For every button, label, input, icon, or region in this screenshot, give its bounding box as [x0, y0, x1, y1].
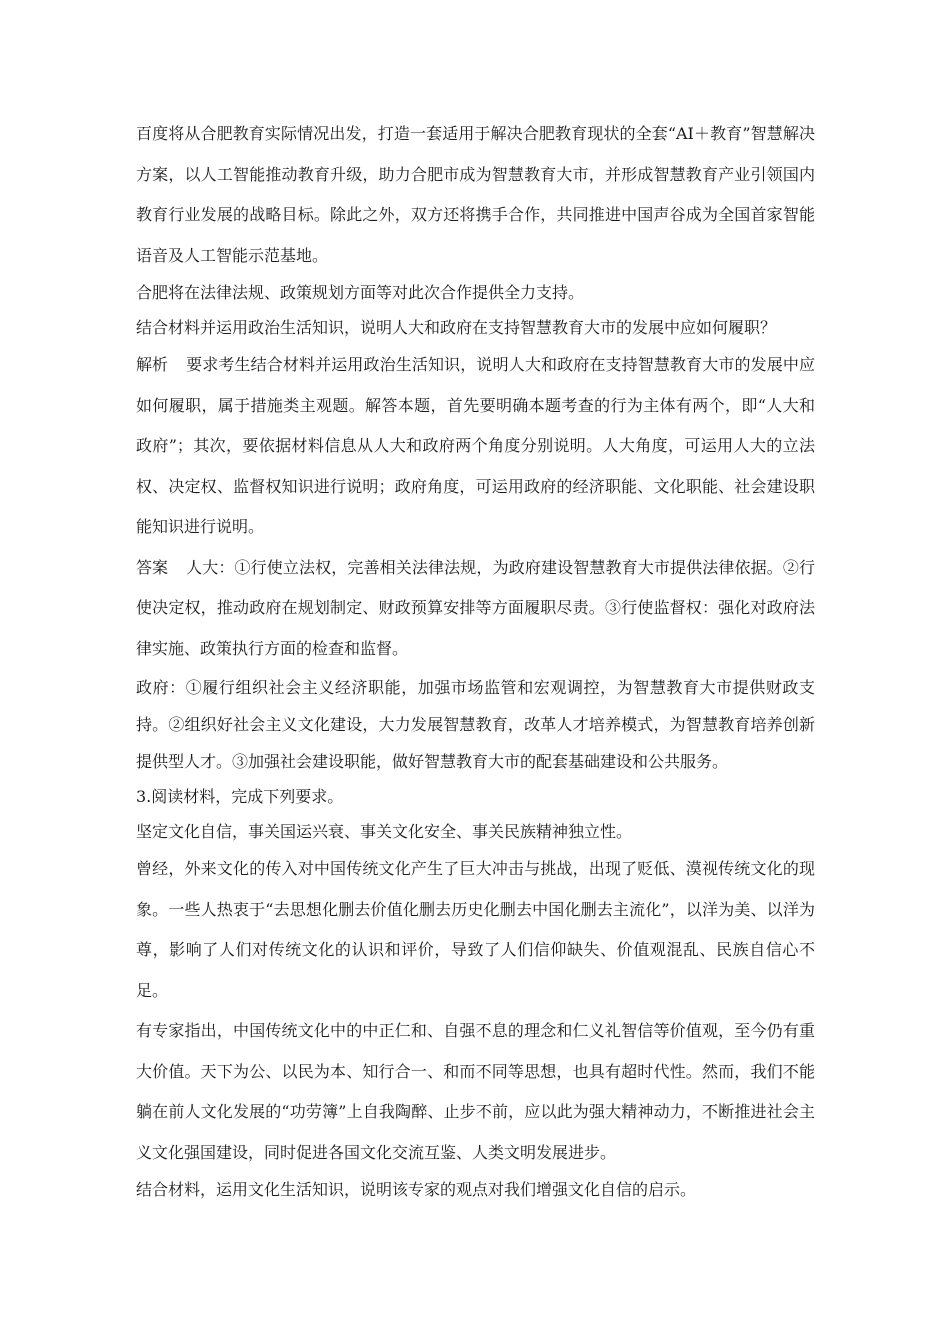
analysis-text: 要求考生结合材料并运用政治生活知识，说明人大和政府在支持智慧教育大市的发展中应如何履职，属于措施类主观题。解答本题，首先要明确本题考查的行为主体有两个，即“人大和政府”；其次，要依据材料信息从人大和政府两个角度分别说明。人大角度，可运用人大的立法权、决定权、监督权知识进行说明；政府角度，可运用政府的经济职能、文化职能、社会建设职能知识进行说明。: [136, 355, 815, 536]
answer-npc-text: 人大：①行使立法权，完善相关法律法规，为政府建设智慧教育大市提供法律依据。②行使决定权，推动政府在规划制定、财政预算安排等方面履职尽责。③行使监督权：强化对政府法律实施、政策执行方面的检查和监督。: [136, 557, 815, 658]
material-paragraph: 百度将从合肥教育实际情况出发，打造一套适用于解决合肥教育现状的全套“AI＋教育”智慧解决方案，以人工智能推动教育升级，助力合肥市成为智慧教育大市，并形成智慧教育产业引领国内教育行业发展的战略目标。除此之外，双方还将携手合作，共同推进中国声谷成为全国首家智能语音及人工智能示范基地。: [136, 124, 815, 265]
material-paragraph: 曾经，外来文化的传入对中国传统文化产生了巨大冲击与挑战，出现了贬低、漠视传统文化的现象。一些人热衷于“去思想化删去价值化删去历史化删去中国化删去主流化”，以洋为美、以洋为尊，影响了人们对传统文化的认识和评价，导致了人们信仰缺失、价值观混乱、民族自信心不足。: [136, 859, 815, 1000]
answer-paragraph: [136, 548, 815, 670]
material-paragraph: 有专家指出，中国传统文化中的中正仁和、自强不息的理念和仁义礼智信等价值观，至今仍有重大价值。天下为公、以民为本、知行合一、和而不同等思想，也具有超时代性。然而，我们不能躺在前人文化发展的“功劳簿”上自我陶醉、止步不前，应以此为强大精神动力，不断推进社会主义文化强国建设，同时促进各国文化交流互鉴、人类文明发展进步。: [136, 1021, 815, 1162]
answer-label: 答案: [136, 557, 169, 577]
question-prompt: 结合材料，运用文化生活知识，说明该专家的观点对我们增强文化自信的启示。: [136, 1180, 697, 1199]
material-paragraph: 合肥将在法律法规、政策规划方面等对此次合作提供全力支持。: [136, 283, 585, 302]
analysis-label: 解析: [136, 355, 169, 374]
document-page: [136, 114, 815, 1208]
analysis-paragraph: [136, 345, 815, 548]
answer-government-paragraph: 政府：①履行组织社会主义经济职能，加强市场监管和宏观调控，为智慧教育大市提供财政支持。②组织好社会主义文化建设，大力发展智慧教育，改革人才培养模式，为智慧教育培养创新提供型人才。③加强社会建设职能，做好智慧教育大市的配套基础建设和公共服务。: [136, 678, 815, 771]
question-heading: 3.阅读材料，完成下列要求。: [136, 787, 344, 806]
material-paragraph: 坚定文化自信，事关国运兴衰、事关文化安全、事关民族精神独立性。: [136, 821, 633, 841]
question-prompt: 结合材料并运用政治生活知识，说明人大和政府在支持智慧教育大市的发展中应如何履职？: [136, 317, 777, 337]
